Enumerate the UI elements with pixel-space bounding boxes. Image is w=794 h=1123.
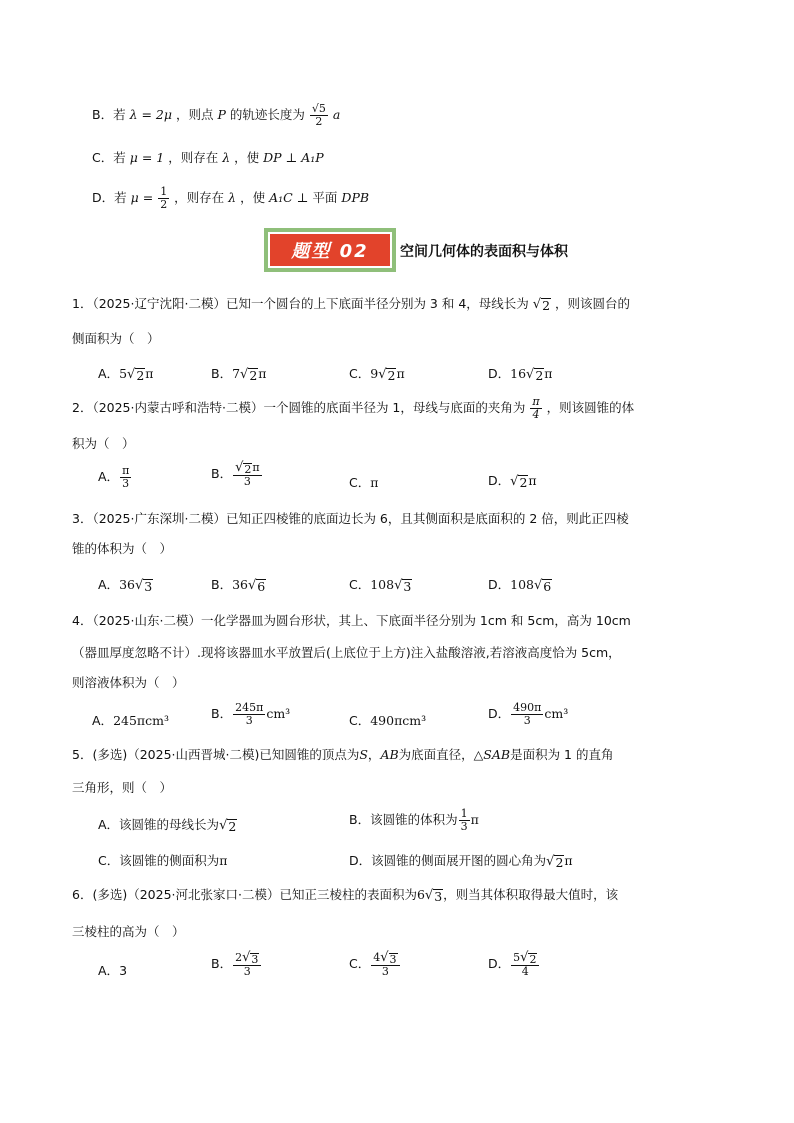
coef: 108 [510,577,534,592]
option-label: C． [349,713,371,728]
condition: μ = [130,190,154,206]
triangle: △SAB [473,747,511,762]
q5-stem-line1 [72,747,613,762]
q4-option-b[interactable] [211,702,290,727]
q2-stem-line2: 积为（ ） [72,436,135,451]
option-label: A．该圆锥的母线长为 [98,817,220,832]
radicand: 3 [434,889,443,905]
q5-option-c[interactable] [98,851,227,869]
value: π [370,475,379,490]
q1-option-c[interactable] [349,364,405,382]
radicand: 6 [257,578,266,594]
denominator: 2 [160,198,168,212]
text: 2．（2025·内蒙古呼和浩特·二模）一个圆锥的底面半径为 1，母线与底面的夹角为 [72,400,526,416]
q5-option-d[interactable] [349,851,573,869]
option-label: B．若 [92,107,126,123]
text: 6．(多选)（2025·河北张家口·二模）已知正三棱柱的表面积为 [72,887,417,902]
section-badge [264,228,396,272]
option-label: B． [211,366,233,381]
q4-option-a[interactable] [92,711,169,729]
fraction [233,951,261,978]
condition: λ = 2μ [129,107,172,123]
plane: DPB [341,190,370,206]
sqrt: √ 2 [240,367,258,383]
sqrt: √ 3 [242,950,259,966]
q1-option-b[interactable] [211,364,267,382]
radicand: 2 [535,367,544,383]
option-label: D．该圆锥的侧面展开图的圆心角为 [349,853,547,868]
q2-stem-line1 [72,396,634,421]
denominator: 4 [532,408,540,422]
pi: π [145,366,154,381]
option-label: C． [349,475,371,490]
pi: π [564,853,573,868]
sqrt: √ 2 [510,474,528,490]
sqrt: √ 2 [127,367,145,383]
fraction [120,465,131,490]
option-label: C． [349,956,371,972]
section-title: 空间几何体的表面积与体积 [400,244,568,260]
text: ，使 [234,150,260,165]
q6-stem-line2: 三棱柱的高为（ ） [72,924,185,939]
coef: 6 [416,887,425,902]
option-label: A． [92,713,114,728]
q3-option-d[interactable] [488,575,552,593]
q2-option-c[interactable] [349,473,378,491]
option-label: D． [488,366,511,381]
numerator: 1 [160,185,168,198]
sqrt: √ 2 [520,950,537,966]
radicand: 2 [529,952,537,966]
text: 5．(多选)（2025·山西晋城·二模)已知圆锥的顶点为 [72,747,360,762]
denominator: 3 [122,477,130,491]
q4-option-c[interactable] [349,711,426,729]
segment-ab: AB [380,747,399,762]
denominator: 3 [381,965,389,979]
coef: 5 [513,951,521,964]
radicand: 2 [228,818,237,834]
radicand: 2 [249,367,258,383]
q2-option-d[interactable] [488,471,537,489]
lambda: λ [228,190,237,206]
value: 3 [119,963,128,978]
pi: π [528,473,537,488]
sqrt: √ 2 [378,367,396,383]
sqrt: √ 3 [424,888,443,905]
option-label: C．若 [92,150,126,165]
coef: 5 [119,366,128,381]
variable: a [332,107,341,123]
radicand: 2 [387,367,396,383]
radicand: 6 [543,578,552,594]
denominator: 3 [460,820,468,834]
coef: 36 [119,577,135,592]
radicand: 3 [403,578,412,594]
option-label: B． [211,577,233,592]
option-label: D．若 [92,190,127,206]
numerator: 245π [235,701,264,714]
text: 为底面直径， [398,747,474,762]
value: 245πcm³ [113,713,170,728]
denominator: 3 [523,714,531,728]
q4-stem-line3: 则溶液体积为（ ） [72,675,185,690]
q6-option-a[interactable] [98,961,127,979]
pi: π [544,366,553,381]
q3-stem-line1: 3．（2025·广东深圳·二模）已知正四棱锥的底面边长为 6，且其侧面积是底面积的 2 倍，则此正四棱 [72,511,629,526]
sqrt: √ 3 [380,950,397,966]
point-s: S [359,747,368,762]
expression: A₁C ⊥ [269,190,309,206]
coef: 108 [370,577,395,592]
sqrt: √ 2 [546,854,564,870]
sqrt: √ 3 [394,578,412,594]
text: 1．（2025·辽宁沈阳·二模）已知一个圆台的上下底面半径分别为 3 和 4，母线长为 [72,296,529,311]
condition: μ = 1 [129,150,165,165]
fraction [511,951,539,978]
q6-stem-line1 [72,887,618,904]
sqrt: √ 6 [534,578,552,594]
option-label: C． [349,577,371,592]
denominator: 3 [243,965,251,979]
radicand: 2 [542,298,551,314]
radicand: 2 [555,854,564,870]
numerator: √5 [311,102,326,115]
text: ，则当其体积取得最大值时，该 [443,887,619,902]
q4-stem-line1: 4．（2025·山东·二模）一化学器皿为圆台形状，其上、下底面半径分别为 1cm 和 5cm，高为 10cm [72,613,631,628]
numerator: π [122,464,130,477]
text: ，则该圆台的 [555,296,631,311]
option-label: B．该圆锥的体积为 [349,812,458,828]
coef: 9 [370,366,379,381]
fraction [233,461,262,488]
radicand: 2 [244,462,252,476]
q3-option-b[interactable] [211,575,266,593]
text: ，使 [240,190,266,206]
option-label: A． [98,366,120,381]
radicand: 3 [144,578,153,594]
text: 是面积为 1 的直角 [510,747,614,762]
q5-option-b[interactable] [349,808,479,833]
denominator: 3 [245,714,253,728]
fraction [310,103,328,128]
sqrt: √ 2 [219,818,237,834]
point-p: P [217,107,226,123]
prev-option-c [92,150,324,165]
sqrt: √ 3 [134,578,153,594]
numerator: 490π [513,701,542,714]
coef: 2 [235,951,243,964]
expression: DP ⊥ A₁P [263,150,324,165]
text: 平面 [312,190,338,206]
prev-option-d [92,186,369,211]
q1-stem-line2: 侧面积为（ ） [72,331,160,346]
fraction [511,702,543,727]
sqrt: √ 2 [532,297,551,314]
lambda: λ [222,150,231,165]
denominator: 3 [243,475,251,489]
q4-option-d[interactable] [488,702,568,727]
radicand: 2 [519,474,528,490]
denominator: 2 [315,115,323,129]
text: 的轨迹长度为 [229,107,305,123]
q3-option-a[interactable] [98,575,153,593]
q2-option-b[interactable] [211,461,263,488]
pi: π [252,461,260,474]
option-label: A． [98,963,120,978]
option-label: C．该圆锥的侧面积为 [98,853,220,868]
text: ， [367,747,381,762]
coef: 16 [510,366,527,381]
radicand: 3 [251,952,259,966]
q3-stem-line2: 锥的体积为（ ） [72,541,173,556]
prev-option-b [92,103,340,128]
text: ，则存在 [168,150,219,165]
option-label: A． [98,469,120,485]
option-label: B． [211,956,233,972]
text: ，则点 [175,107,214,123]
sqrt: √ 2 [235,460,252,476]
radicand: 3 [389,952,397,966]
q1-option-a[interactable] [98,364,153,382]
q4-stem-line2: （器皿厚度忽略不计）.现将该器皿水平放置后(上底位于上方)注入盐酸溶液,若溶液高度恰为 5cm， [72,645,621,660]
coef: 36 [232,577,248,592]
q1-option-d[interactable] [488,364,553,382]
fraction [233,702,265,727]
coef: 7 [232,366,241,381]
unit: cm³ [544,706,569,722]
fraction [158,186,169,211]
value: π [219,853,228,868]
option-label: D． [488,706,511,722]
option-label: A． [98,577,120,592]
fraction [371,951,399,978]
q5-option-a[interactable] [98,815,237,833]
q1-stem-line1 [72,296,630,313]
text: ，则该圆锥的体 [546,400,635,416]
pi: π [470,812,479,828]
unit: cm³ [266,706,291,722]
option-label: D． [488,577,511,592]
denominator: 4 [521,965,529,979]
option-label: B． [211,706,233,722]
q5-stem-line2: 三角形，则（ ） [72,780,173,795]
sqrt: √ 2 [526,367,544,383]
text: ，则存在 [174,190,225,206]
q6-option-d[interactable] [488,951,540,978]
numerator: 1 [460,807,468,820]
radicand: 2 [136,367,145,383]
option-label: D． [488,956,511,972]
pi: π [396,366,405,381]
sqrt: √ 6 [247,578,266,594]
pi: π [258,366,267,381]
fraction [459,808,470,833]
coef: 4 [373,951,381,964]
q2-option-a[interactable] [98,465,132,490]
value: 490πcm³ [370,713,427,728]
section-badge-text: 题型 02 [268,232,392,268]
q3-option-c[interactable] [349,575,412,593]
option-label: B． [211,466,233,482]
option-label: C． [349,366,371,381]
q6-option-c[interactable] [349,951,401,978]
numerator: π [532,395,540,408]
q6-option-b[interactable] [211,951,262,978]
option-label: D． [488,473,511,488]
fraction [530,396,541,421]
